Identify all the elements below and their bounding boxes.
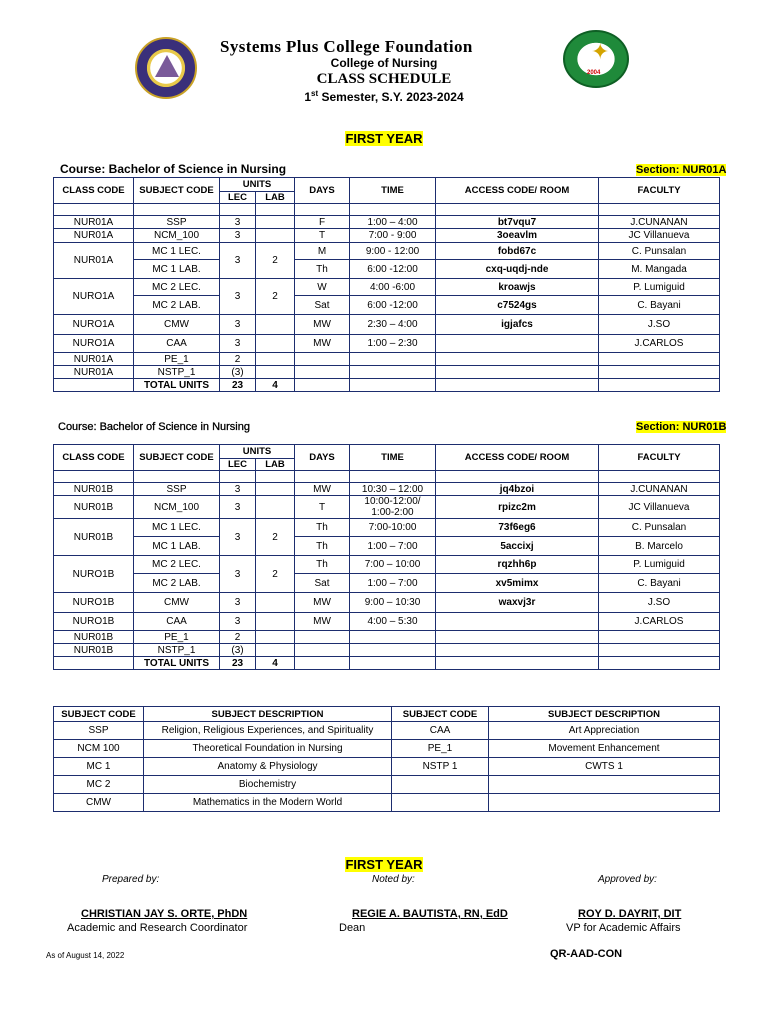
lec-units-cell: 3	[220, 483, 256, 496]
header-faculty: FACULTY	[599, 445, 720, 471]
blank-cell	[295, 379, 350, 392]
class-code-cell: NUR01A	[54, 353, 134, 366]
subject-code-cell: CMW	[134, 593, 220, 613]
header-faculty: FACULTY	[599, 178, 720, 204]
subject-code-cell: MC 2 LAB.	[134, 296, 220, 315]
class-code-cell: NUR01B	[54, 483, 134, 496]
days-cell: Th	[295, 556, 350, 574]
days-cell	[295, 644, 350, 657]
lec-units-cell: 3	[220, 335, 256, 353]
access-code-cell	[436, 644, 599, 657]
subject-code-cell	[392, 776, 489, 794]
access-code-cell: jq4bzoi	[436, 483, 599, 496]
subject-code-cell: PE_1	[134, 631, 220, 644]
blank-cell	[350, 471, 436, 483]
blank-cell	[54, 471, 134, 483]
days-cell: MW	[295, 593, 350, 613]
days-cell: F	[295, 216, 350, 229]
subject-description-cell: Anatomy & Physiology	[144, 758, 392, 776]
class-code-cell: NURO1A	[54, 335, 134, 353]
lab-units-cell: 2	[256, 279, 295, 315]
days-cell: T	[295, 496, 350, 519]
class-code-cell: NURO1A	[54, 315, 134, 335]
header-room: ACCESS CODE/ ROOM	[436, 445, 599, 471]
blank-cell	[436, 471, 599, 483]
course-label-a: Course: Bachelor of Science in Nursing	[60, 162, 287, 176]
time-line: 1:00-2:00	[371, 507, 414, 518]
faculty-cell	[599, 631, 720, 644]
blank-cell	[436, 657, 599, 670]
blank-cell	[256, 204, 295, 216]
days-cell	[295, 366, 350, 379]
prepared-by-role: Academic and Research Coordinator	[67, 922, 248, 934]
nursing-seal-logo: ✦ 2004	[563, 30, 629, 88]
blank-cell	[134, 204, 220, 216]
class-code-cell: NUR01A	[54, 366, 134, 379]
header-subject-description: SUBJECT DESCRIPTION	[489, 707, 720, 722]
time-cell: 6:00 -12:00	[350, 296, 436, 315]
lab-units-cell	[256, 644, 295, 657]
lab-units-cell	[256, 353, 295, 366]
days-cell: W	[295, 279, 350, 296]
noted-by-name: REGIE A. BAUTISTA, RN, EdD	[352, 908, 508, 920]
faculty-cell: J.CUNANAN	[599, 216, 720, 229]
subject-code-cell: MC 1 LEC.	[134, 519, 220, 537]
header-lab: LAB	[256, 192, 295, 204]
time-cell: 4:00 – 5:30	[350, 613, 436, 631]
access-code-cell	[436, 335, 599, 353]
header-class-code: CLASS CODE	[54, 178, 134, 204]
blank-cell	[350, 204, 436, 216]
blank-cell	[54, 204, 134, 216]
subject-code-cell: MC 2 LEC.	[134, 279, 220, 296]
access-code-cell	[436, 353, 599, 366]
subject-code-cell: CMW	[134, 315, 220, 335]
lec-units-cell: 3	[220, 279, 256, 315]
faculty-cell: J.SO	[599, 315, 720, 335]
lab-units-cell	[256, 366, 295, 379]
total-units-label: TOTAL UNITS	[134, 657, 220, 670]
total-lab-units: 4	[256, 379, 295, 392]
days-cell: Th	[295, 537, 350, 556]
time-cell: 9:00 - 12:00	[350, 243, 436, 260]
table-row	[54, 229, 720, 243]
faculty-cell: J.CARLOS	[599, 335, 720, 353]
schedule-table-b	[53, 444, 720, 670]
subject-description-cell: Mathematics in the Modern World	[144, 794, 392, 812]
lab-units-cell	[256, 216, 295, 229]
subject-description-cell: Religion, Religious Experiences, and Spirituality	[144, 722, 392, 740]
table-row	[54, 574, 720, 593]
time-cell: 2:30 – 4:00	[350, 315, 436, 335]
subject-description-cell: Art Appreciation	[489, 722, 720, 740]
lec-units-cell: 3	[220, 613, 256, 631]
time-cell	[350, 496, 436, 519]
access-code-cell: bt7vqu7	[436, 216, 599, 229]
lab-units-cell	[256, 631, 295, 644]
noted-by-role: Dean	[339, 922, 366, 934]
blank-cell	[436, 379, 599, 392]
subject-code-cell: CAA	[134, 335, 220, 353]
table-row	[54, 613, 720, 631]
lab-units-cell: 2	[256, 556, 295, 593]
time-cell: 1:00 – 2:30	[350, 335, 436, 353]
time-cell: 7:00 – 10:00	[350, 556, 436, 574]
days-cell: Th	[295, 519, 350, 537]
time-line: 10:00-12:00/	[364, 496, 421, 507]
table-row	[54, 335, 720, 353]
header-subject-code: SUBJECT CODE	[54, 707, 144, 722]
subject-code-cell: MC 1	[54, 758, 144, 776]
lab-units-cell: 2	[256, 243, 295, 279]
blank-cell	[599, 471, 720, 483]
subject-code-cell: SSP	[54, 722, 144, 740]
table-row	[54, 644, 720, 657]
table-row	[54, 296, 720, 315]
time-cell	[350, 366, 436, 379]
prepared-by-label: Prepared by:	[102, 874, 160, 885]
lec-units-cell: 3	[220, 315, 256, 335]
table-row	[54, 279, 720, 296]
table-row	[54, 471, 720, 483]
schedule-table-a	[53, 177, 720, 392]
lab-units-cell	[256, 229, 295, 243]
days-cell: M	[295, 243, 350, 260]
faculty-cell: P. Lumiguid	[599, 279, 720, 296]
subject-description-cell: Theoretical Foundation in Nursing	[144, 740, 392, 758]
class-code-cell: NURO1B	[54, 613, 134, 631]
lec-units-cell: 3	[220, 593, 256, 613]
subject-code-cell: MC 2	[54, 776, 144, 794]
lec-units-cell: (3)	[220, 644, 256, 657]
subject-description-cell	[489, 794, 720, 812]
days-cell: MW	[295, 335, 350, 353]
total-lab-units: 4	[256, 657, 295, 670]
table-row	[54, 794, 720, 812]
noted-by-label: Noted by:	[372, 874, 415, 885]
subject-code-cell: NSTP_1	[134, 644, 220, 657]
subject-code-cell: NCM 100	[54, 740, 144, 758]
faculty-cell	[599, 366, 720, 379]
header-time: TIME	[350, 178, 436, 204]
table-row	[54, 631, 720, 644]
faculty-cell: J.CUNANAN	[599, 483, 720, 496]
access-code-cell: igjafcs	[436, 315, 599, 335]
faculty-cell	[599, 353, 720, 366]
table-row	[54, 483, 720, 496]
header-lab: LAB	[256, 459, 295, 471]
as-of-date: As of August 14, 2022	[46, 951, 125, 960]
table-row	[54, 776, 720, 794]
header-room: ACCESS CODE/ ROOM	[436, 178, 599, 204]
subject-description-cell: Movement Enhancement	[489, 740, 720, 758]
subject-code-cell: NCM_100	[134, 229, 220, 243]
class-code-cell: NUR01B	[54, 631, 134, 644]
faculty-cell: JC Villanueva	[599, 229, 720, 243]
lec-units-cell: 3	[220, 243, 256, 279]
blank-cell	[350, 657, 436, 670]
blank-cell	[599, 657, 720, 670]
time-cell: 7:00 - 9:00	[350, 229, 436, 243]
faculty-cell: C. Bayani	[599, 574, 720, 593]
time-cell: 7:00-10:00	[350, 519, 436, 537]
subject-code-cell: SSP	[134, 483, 220, 496]
subject-code-cell: NSTP_1	[134, 366, 220, 379]
subject-code-cell: CAA	[392, 722, 489, 740]
time-cell: 9:00 – 10:30	[350, 593, 436, 613]
total-units-label: TOTAL UNITS	[134, 379, 220, 392]
time-cell	[350, 631, 436, 644]
days-cell	[295, 631, 350, 644]
faculty-cell: B. Marcelo	[599, 537, 720, 556]
lec-units-cell: 3	[220, 519, 256, 556]
subject-code-cell: CAA	[134, 613, 220, 631]
blank-cell	[599, 379, 720, 392]
header-units: UNITS	[220, 178, 295, 192]
time-cell	[350, 644, 436, 657]
department-name: College of Nursing	[330, 56, 438, 70]
blank-cell	[295, 204, 350, 216]
faculty-cell: C. Bayani	[599, 296, 720, 315]
time-cell: 10:30 – 12:00	[350, 483, 436, 496]
class-code-cell: NURO1A	[54, 279, 134, 315]
table-row	[54, 537, 720, 556]
lab-units-cell	[256, 593, 295, 613]
blank-cell	[350, 379, 436, 392]
access-code-cell: rpizc2m	[436, 496, 599, 519]
access-code-cell: c7524gs	[436, 296, 599, 315]
days-cell: Sat	[295, 574, 350, 593]
class-code-cell: NUR01B	[54, 519, 134, 556]
subject-code-cell: MC 1 LAB.	[134, 260, 220, 279]
subject-code-cell: SSP	[134, 216, 220, 229]
doc-title: CLASS SCHEDULE	[316, 71, 452, 87]
header-class-code: CLASS CODE	[54, 445, 134, 471]
time-cell: 1:00 – 7:00	[350, 574, 436, 593]
time-cell: 1:00 – 7:00	[350, 537, 436, 556]
lab-units-cell	[256, 335, 295, 353]
table-row	[54, 243, 720, 260]
table-row	[54, 315, 720, 335]
header-subject-description: SUBJECT DESCRIPTION	[144, 707, 392, 722]
access-code-cell	[436, 613, 599, 631]
faculty-cell: P. Lumiguid	[599, 556, 720, 574]
lab-units-cell	[256, 496, 295, 519]
class-code-cell: NUR01A	[54, 229, 134, 243]
table-row	[54, 366, 720, 379]
total-row	[54, 379, 720, 392]
class-code-cell: NUR01B	[54, 496, 134, 519]
lec-units-cell: 2	[220, 631, 256, 644]
access-code-cell: 73f6eg6	[436, 519, 599, 537]
subject-code-cell: MC 2 LAB.	[134, 574, 220, 593]
days-cell: MW	[295, 483, 350, 496]
header-lec: LEC	[220, 459, 256, 471]
faculty-cell: J.SO	[599, 593, 720, 613]
header-units: UNITS	[220, 445, 295, 459]
blank-cell	[295, 471, 350, 483]
subject-code-cell: PE_1	[392, 740, 489, 758]
lec-units-cell: 3	[220, 216, 256, 229]
approved-by-role: VP for Academic Affairs	[566, 922, 681, 934]
section-label-a: Section: NUR01A	[636, 164, 727, 176]
table-row	[54, 519, 720, 537]
header-subject-code: SUBJECT CODE	[134, 445, 220, 471]
college-name: Systems Plus College Foundation	[220, 37, 473, 56]
document-code: QR-AAD-CON	[550, 948, 623, 960]
table-row	[54, 204, 720, 216]
access-code-cell: kroawjs	[436, 279, 599, 296]
access-code-cell: cxq-uqdj-nde	[436, 260, 599, 279]
class-code-cell: NUR01A	[54, 216, 134, 229]
table-row	[54, 260, 720, 279]
table-row	[54, 593, 720, 613]
footer-year-level: FIRST YEAR	[345, 857, 423, 872]
lec-units-cell: 3	[220, 556, 256, 593]
table-row	[54, 216, 720, 229]
access-code-cell	[436, 366, 599, 379]
lec-units-cell: 2	[220, 353, 256, 366]
subject-code-cell: MC 1 LEC.	[134, 243, 220, 260]
header-subject-code: SUBJECT CODE	[134, 178, 220, 204]
header-lec: LEC	[220, 192, 256, 204]
time-cell: 1:00 – 4:00	[350, 216, 436, 229]
subject-code-cell: NSTP 1	[392, 758, 489, 776]
days-cell: T	[295, 229, 350, 243]
access-code-cell: fobd67c	[436, 243, 599, 260]
class-code-cell: NURO1B	[54, 593, 134, 613]
section-label-b: Section: NUR01B	[636, 421, 727, 433]
blank-cell	[295, 657, 350, 670]
blank-cell	[54, 657, 134, 670]
days-cell: MW	[295, 613, 350, 631]
time-cell	[350, 353, 436, 366]
approved-by-name: ROY D. DAYRIT, DIT	[578, 908, 682, 920]
table-row	[54, 353, 720, 366]
access-code-cell: rqzhh6p	[436, 556, 599, 574]
days-cell: MW	[295, 315, 350, 335]
table-row	[54, 496, 720, 519]
year-level-heading: FIRST YEAR	[345, 131, 423, 146]
access-code-cell: waxvj3r	[436, 593, 599, 613]
lec-units-cell: (3)	[220, 366, 256, 379]
time-cell: 6:00 -12:00	[350, 260, 436, 279]
days-cell: Th	[295, 260, 350, 279]
blank-cell	[220, 471, 256, 483]
header-subject-code: SUBJECT CODE	[392, 707, 489, 722]
lab-units-cell	[256, 613, 295, 631]
class-code-cell: NUR01B	[54, 644, 134, 657]
blank-cell	[599, 204, 720, 216]
faculty-cell: M. Mangada	[599, 260, 720, 279]
table-row	[54, 722, 720, 740]
subject-description-table	[53, 706, 720, 812]
table-row	[54, 740, 720, 758]
subject-description-cell: Biochemistry	[144, 776, 392, 794]
subject-code-cell: PE_1	[134, 353, 220, 366]
access-code-cell	[436, 631, 599, 644]
access-code-cell: xv5mimx	[436, 574, 599, 593]
class-code-cell: NUR01A	[54, 243, 134, 279]
lab-units-cell	[256, 483, 295, 496]
subject-code-cell: NCM_100	[134, 496, 220, 519]
approved-by-label: Approved by:	[598, 874, 657, 885]
faculty-cell	[599, 644, 720, 657]
course-label-b: Course: Bachelor of Science in Nursing	[58, 421, 250, 433]
subject-code-cell	[392, 794, 489, 812]
access-code-cell: 3oeavlm	[436, 229, 599, 243]
subject-description-cell	[489, 776, 720, 794]
blank-cell	[54, 379, 134, 392]
subject-code-cell: CMW	[54, 794, 144, 812]
days-cell	[295, 353, 350, 366]
table-row	[54, 758, 720, 776]
blank-cell	[220, 204, 256, 216]
total-lec-units: 23	[220, 657, 256, 670]
subject-code-cell: MC 1 LAB.	[134, 537, 220, 556]
header-time: TIME	[350, 445, 436, 471]
faculty-cell: C. Punsalan	[599, 243, 720, 260]
blank-cell	[134, 471, 220, 483]
faculty-cell: C. Punsalan	[599, 519, 720, 537]
header-days: DAYS	[295, 445, 350, 471]
total-lec-units: 23	[220, 379, 256, 392]
lec-units-cell: 3	[220, 496, 256, 519]
blank-cell	[436, 204, 599, 216]
subject-code-cell: MC 2 LEC.	[134, 556, 220, 574]
faculty-cell: JC Villanueva	[599, 496, 720, 519]
lab-units-cell: 2	[256, 519, 295, 556]
access-code-cell: 5accixj	[436, 537, 599, 556]
time-cell: 4:00 -6:00	[350, 279, 436, 296]
days-cell: Sat	[295, 296, 350, 315]
subject-description-cell: CWTS 1	[489, 758, 720, 776]
faculty-cell: J.CARLOS	[599, 613, 720, 631]
header-days: DAYS	[295, 178, 350, 204]
prepared-by-name: CHRISTIAN JAY S. ORTE, PhDN	[81, 908, 248, 920]
lab-units-cell	[256, 315, 295, 335]
class-code-cell: NURO1B	[54, 556, 134, 593]
table-row	[54, 556, 720, 574]
blank-cell	[256, 471, 295, 483]
semester-line: 1st Semester, S.Y. 2023-2024	[304, 89, 464, 104]
lec-units-cell: 3	[220, 229, 256, 243]
total-row	[54, 657, 720, 670]
